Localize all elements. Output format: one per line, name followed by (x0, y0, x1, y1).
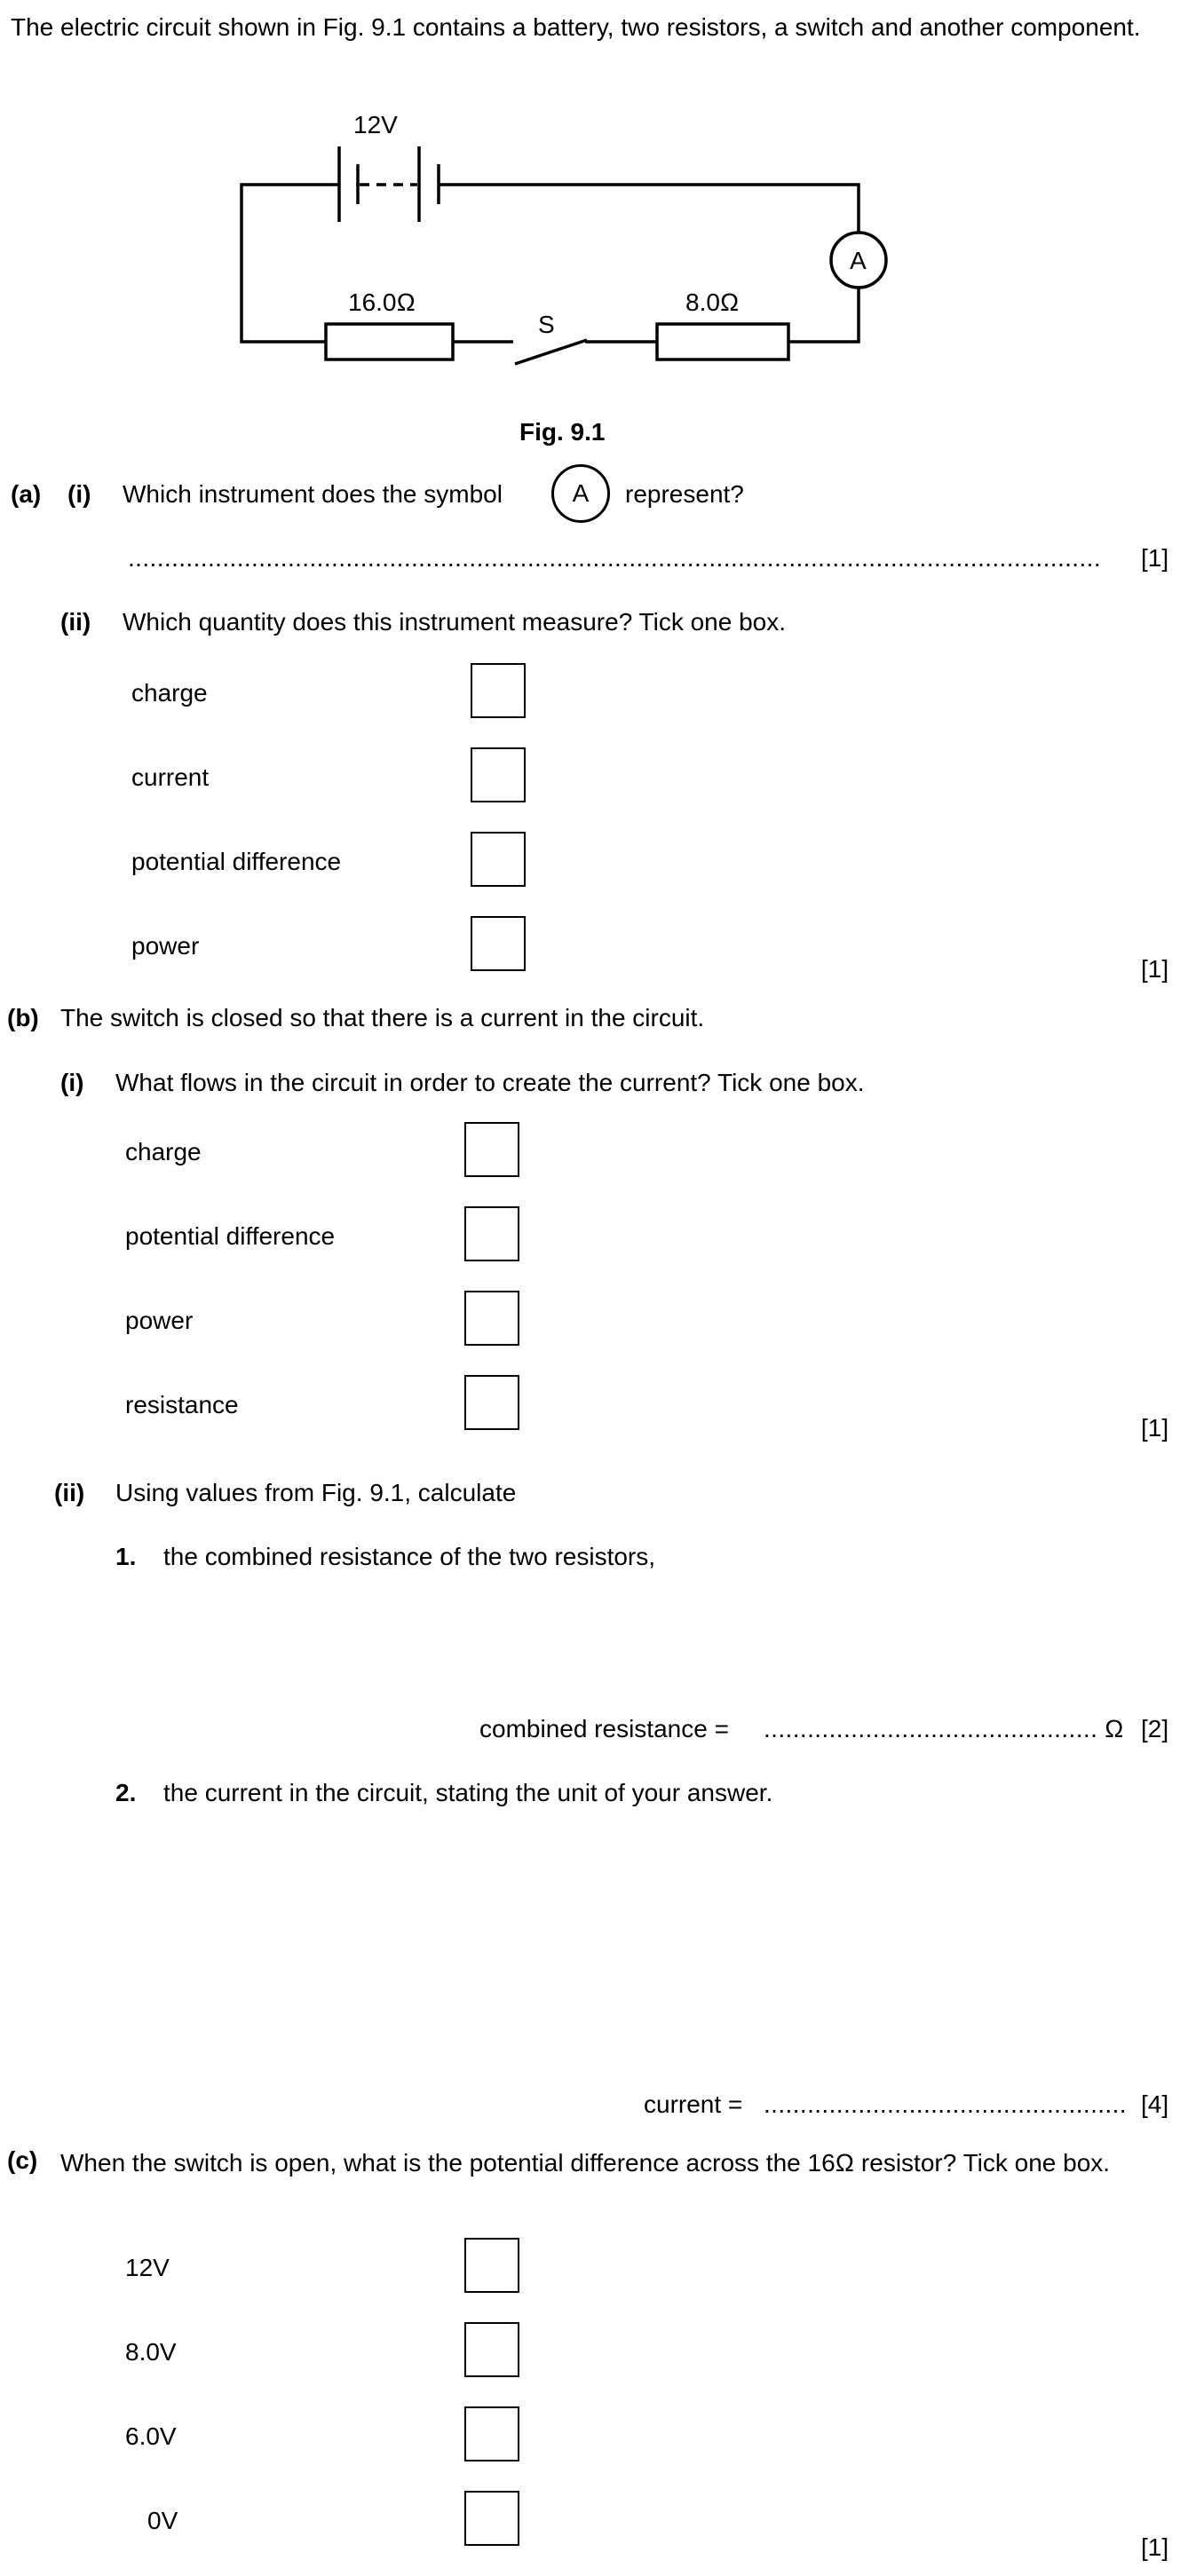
item2-marks: [4] (1141, 2090, 1169, 2118)
part-b-i-marks: [1] (1141, 1414, 1169, 1442)
part-b-intro: The switch is closed so that there is a current in the circuit. (60, 1004, 705, 1031)
part-a-label: (a) (11, 480, 42, 508)
switch-label: S (538, 311, 555, 338)
resistor1-label: 16.0Ω (348, 288, 416, 316)
option-label: resistance (125, 1391, 239, 1418)
tick-box-charge[interactable] (464, 1122, 519, 1177)
tick-box-current[interactable] (471, 747, 526, 802)
ohm-unit: Ω (1105, 1715, 1124, 1742)
part-a-ii-marks: [1] (1141, 955, 1169, 983)
part-a-i-answer-line[interactable]: ...................................................................................................................................... (128, 544, 1102, 572)
option-label: potential difference (125, 1222, 336, 1250)
part-a-i-label: (i) (67, 480, 91, 508)
tick-box-12v[interactable] (464, 2238, 519, 2293)
option-label: 6.0V (125, 2422, 177, 2450)
intro-text: The electric circuit shown in Fig. 9.1 contains a battery, two resistors, a switch and another component. (11, 13, 1141, 41)
item1-number: 1. (115, 1543, 137, 1570)
item2-number: 2. (115, 1779, 137, 1806)
ammeter-symbol: A (850, 247, 867, 274)
figure-caption: Fig. 9.1 (519, 418, 606, 446)
tick-box-power[interactable] (464, 1291, 519, 1346)
option-label: charge (131, 679, 208, 707)
part-b-label: (b) (7, 1004, 39, 1031)
resistor2-label: 8.0Ω (685, 288, 740, 316)
option-label: current (131, 763, 210, 791)
combined-resistance-label: combined resistance = (479, 1715, 729, 1742)
part-a-ii-label: (ii) (60, 608, 91, 636)
option-label: charge (125, 1138, 202, 1166)
option-label: 8.0V (125, 2338, 177, 2366)
tick-box-potential-difference[interactable] (464, 1206, 519, 1261)
tick-box-power[interactable] (471, 916, 526, 971)
tick-box-resistance[interactable] (464, 1375, 519, 1430)
option-label: 12V (125, 2254, 170, 2281)
option-label: 0V (147, 2507, 178, 2534)
tick-box-6v[interactable] (464, 2406, 519, 2461)
battery-label: 12V (353, 111, 398, 138)
part-b-ii-label: (ii) (54, 1479, 85, 1506)
part-b-i-label: (i) (60, 1069, 84, 1096)
option-label: potential difference (131, 848, 342, 875)
part-b-i-question: What flows in the circuit in order to create the current? Tick one box. (115, 1069, 865, 1096)
part-a-ii-question: Which quantity does this instrument measure? Tick one box. (123, 608, 787, 636)
part-a-i-marks: [1] (1141, 544, 1169, 572)
current-answer-line[interactable]: .................................................. (764, 2090, 1127, 2118)
part-c-label: (c) (7, 2146, 38, 2174)
option-label: power (131, 932, 200, 960)
ammeter-inline-letter: A (572, 479, 590, 507)
ammeter-inline-symbol (551, 464, 610, 523)
item2-text: the current in the circuit, stating the unit of your answer. (163, 1779, 773, 1806)
tick-box-0v[interactable] (464, 2491, 519, 2546)
part-a-i-question-end: represent? (625, 480, 744, 508)
item1-text: the combined resistance of the two resistors, (163, 1543, 656, 1570)
tick-box-charge[interactable] (471, 663, 526, 718)
combined-resistance-answer-line[interactable]: .............................................. (764, 1715, 1098, 1742)
tick-box-8v[interactable] (464, 2322, 519, 2377)
option-label: power (125, 1307, 194, 1334)
tick-box-potential-difference[interactable] (471, 832, 526, 887)
circuit-diagram (0, 0, 1188, 462)
item1-marks: [2] (1141, 1715, 1169, 1742)
part-b-ii-intro: Using values from Fig. 9.1, calculate (115, 1479, 517, 1506)
part-c-question: When the switch is open, what is the potential difference across the 16Ω resistor? Tick one box. (60, 2149, 1111, 2177)
part-a-i-question: Which instrument does the symbol (123, 480, 503, 508)
current-label: current = (644, 2090, 743, 2118)
part-c-marks: [1] (1141, 2533, 1169, 2561)
